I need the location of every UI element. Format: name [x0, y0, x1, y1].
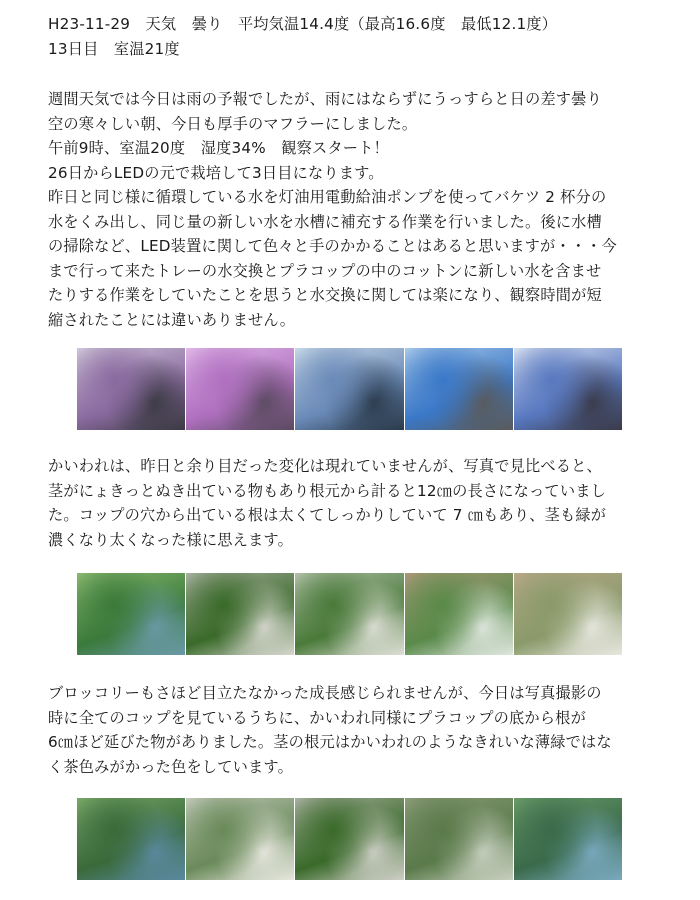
- paragraph-line: たりする作業をしていたことを思うと水交換に関しては楽になり、観察時間が短: [48, 286, 602, 304]
- photo: [513, 573, 622, 655]
- paragraph-line: 空の寒々しい朝、今日も厚手のマフラーにしました。: [48, 114, 418, 133]
- photo: [294, 573, 403, 655]
- photo-strip-led-setup: [77, 348, 622, 430]
- paragraph-broccoli: [48, 681, 668, 779]
- entry-date-weather: H23-11-29 天気 曇り 平均気温14.4度（最高16.6度 最低12.1度）: [48, 15, 558, 33]
- paragraph-line: 26日からLEDの元で栽培して3日目になります。: [48, 163, 384, 182]
- photo: [404, 573, 513, 655]
- paragraph-line: の掃除など、LED装置に関して色々と手のかかることはあると思いますが・・・今: [48, 237, 617, 255]
- paragraph-line: 週間天気では今日は雨の予報でしたが、雨にはならずにうっすらと日の差す曇り: [48, 90, 602, 108]
- photo: [77, 798, 185, 880]
- paragraph-line: 昨日と同じ様に循環している水を灯油用電動給油ポンプを使ってバケツ 2 杯分の: [48, 188, 607, 206]
- paragraph-morning: [48, 87, 668, 332]
- photo: [77, 348, 185, 430]
- paragraph-line: く茶色みがかった色をしています。: [48, 757, 293, 776]
- paragraph-line: た。コップの穴から出ている根は太くてしっかりしていて 7 ㎝もあり、茎も緑が: [48, 506, 607, 524]
- photo: [77, 573, 185, 655]
- entry-header: [48, 12, 557, 61]
- paragraph-line: ブロッコリーもさほど目立たなかった成長感じられませんが、今日は写真撮影の: [48, 684, 602, 702]
- paragraph-line: かいわれは、昨日と余り目だった変化は現れていませんが、写真で見比べると、: [48, 457, 602, 475]
- paragraph-line: まで行って来たトレーの水交換とプラコップの中のコットンに新しい水を含ませ: [48, 261, 602, 280]
- paragraph-line: 縮されたことには違いありません。: [48, 310, 296, 329]
- photo: [185, 348, 294, 430]
- photo: [294, 348, 403, 430]
- photo: [294, 798, 403, 880]
- paragraph-line: 水をくみ出し、同じ量の新しい水を水槽に補充する作業を行いました。後に水槽: [48, 212, 602, 231]
- photo: [404, 798, 513, 880]
- photo-strip-broccoli: [77, 798, 622, 880]
- entry-day-room-temp: 13日目 室温21度: [48, 39, 180, 58]
- photo: [513, 798, 622, 880]
- paragraph-line: 時に全てのコップを見ているうちに、かいわれ同様にプラコップの底から根が: [48, 708, 586, 727]
- paragraph-line: 午前9時、室温20度 湿度34% 観察スタート！: [48, 139, 389, 157]
- photo: [185, 798, 294, 880]
- photo: [404, 348, 513, 430]
- paragraph-line: 6㎝ほど延びた物がありました。茎の根元はかいわれのようなきれいな薄緑ではな: [48, 733, 612, 751]
- photo: [185, 573, 294, 655]
- photo: [513, 348, 622, 430]
- paragraph-line: 茎がにょきっとぬき出ている物もあり根元から計ると12㎝の長さになっていまし: [48, 481, 606, 500]
- photo-strip-kaiware: [77, 573, 622, 655]
- paragraph-line: 濃くなり太くなった様に思えます。: [48, 530, 293, 549]
- paragraph-kaiware: [48, 454, 668, 552]
